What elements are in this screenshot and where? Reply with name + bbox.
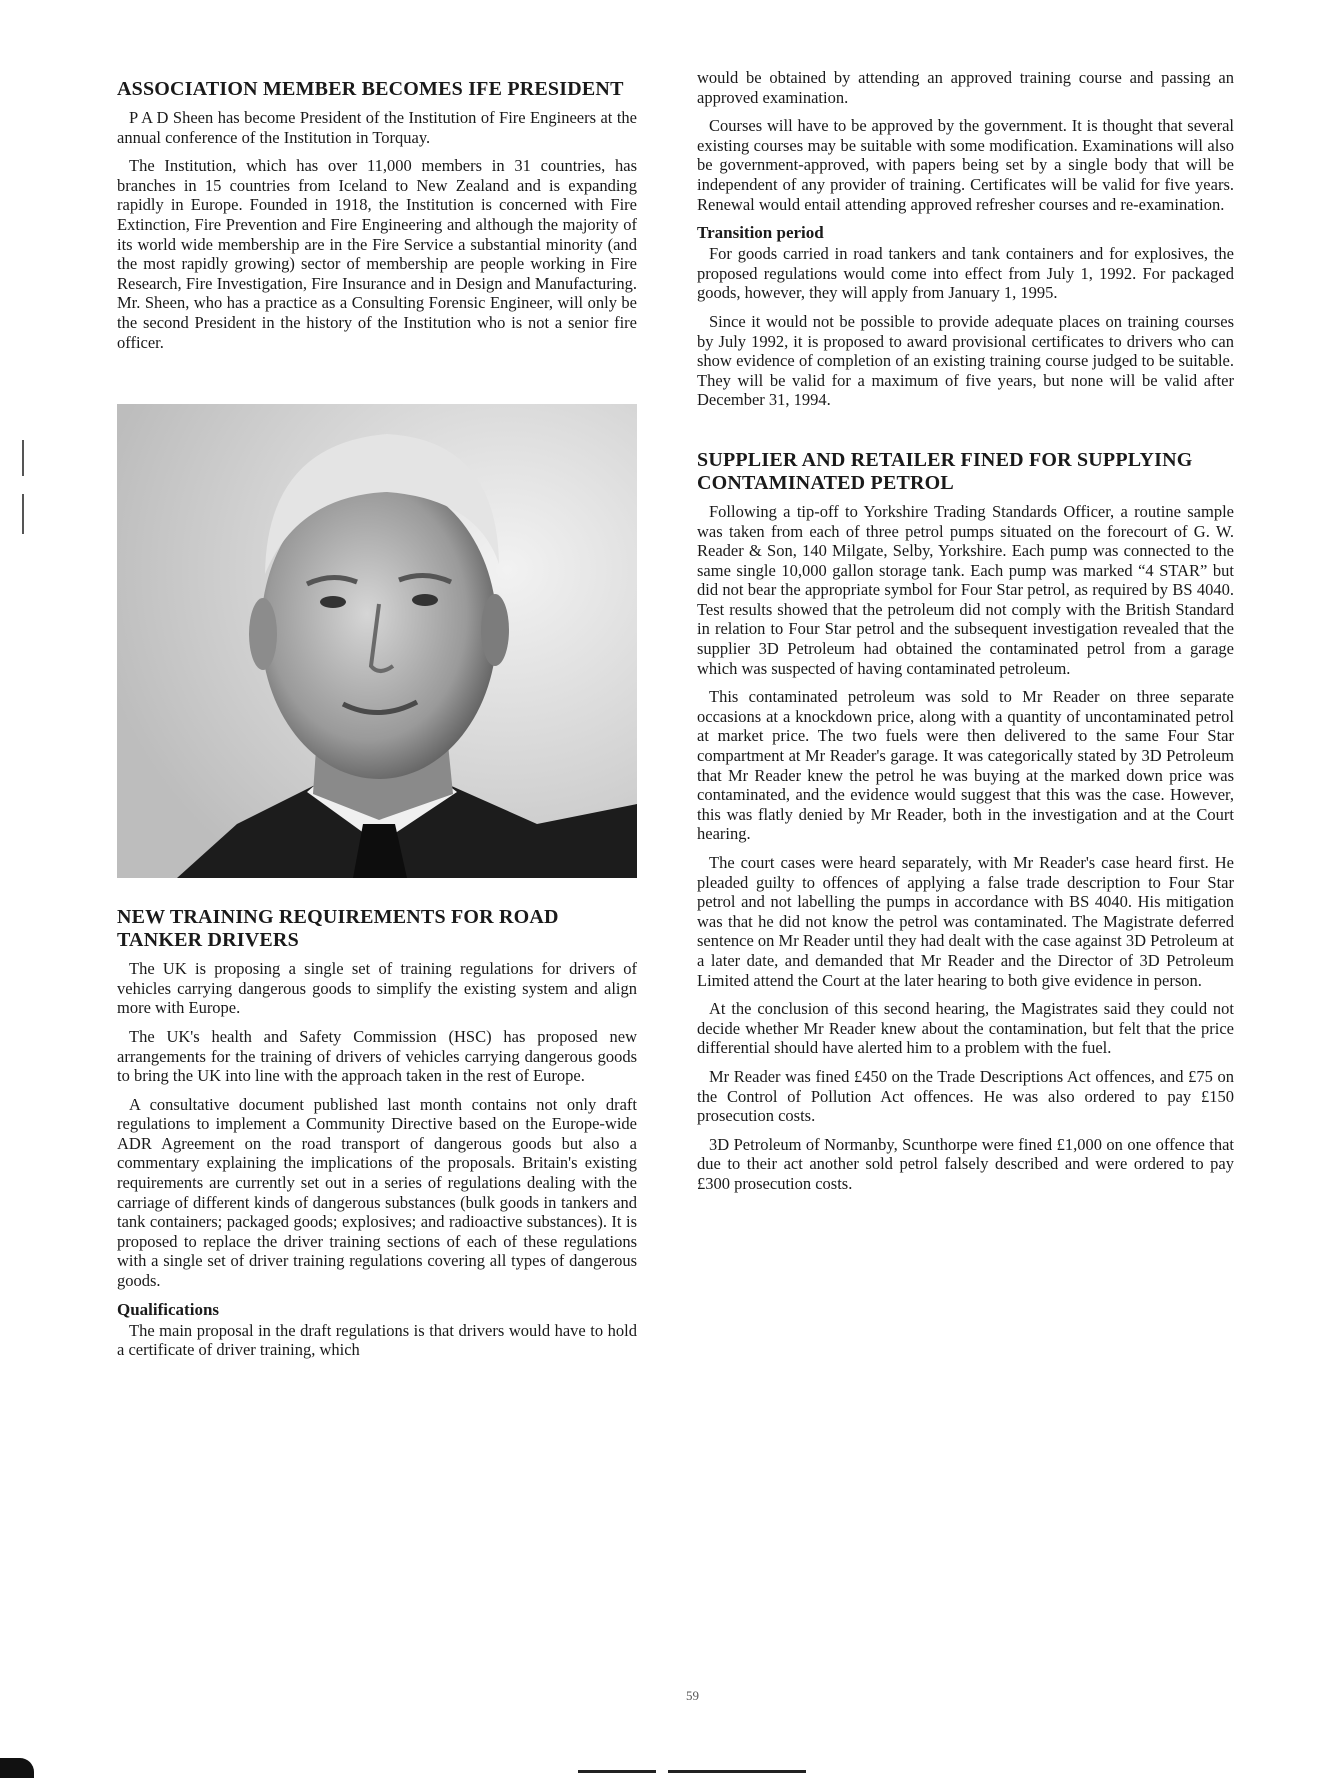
article-title: NEW TRAINING REQUIREMENTS FOR ROAD TANKER DRIVERS	[117, 906, 559, 952]
article-paragraph: 3D Petroleum of Normanby, Scunthorpe were fined £1,000 on one offence that due to their act another sold petrol falsely described and were ordered to pay £300 prosecution costs.	[697, 1134, 1234, 1193]
right-eye	[412, 594, 438, 606]
article-paragraph: Following a tip-off to Yorkshire Trading Standards Officer, a routine sample was taken from each of three petrol pumps situated on the forecourt of G. W. Reader & Son, 140 Milgate, Selby, Yorkshire. Each pump was connected to the same single 10,000 gallon storage tank. Each pump was marked “4 STAR” but did not bear the appropriate symbol for Four Star petrol, as required by BS 4040. Test results showed that the petroleum did not comply with the British Standard in relation to Four Star petrol and the subsequent investigation revealed that the supplier 3D Petroleum had obtained the contaminated petrol from a garage which was suspected of having contaminated petroleum.	[697, 501, 1234, 678]
bottom-rule-left	[578, 1770, 656, 1773]
article-title: ASSOCIATION MEMBER BECOMES IFE PRESIDENT	[117, 78, 624, 100]
bottom-rule-right	[668, 1770, 806, 1773]
right-column	[697, 68, 1234, 1203]
article-paragraph: P A D Sheen has become President of the Institution of Fire Engineers at the annual conference of the Institution in Torquay.	[117, 108, 637, 147]
left-ear	[249, 598, 277, 670]
right-ear	[481, 594, 509, 666]
article-ife-president	[117, 78, 637, 352]
article-paragraph: The main proposal in the draft regulations is that drivers would have to hold a certificate of driver training, which	[117, 1320, 637, 1360]
article-paragraph: Since it would not be possible to provide adequate places on training courses by July 1992, it is proposed to award provisional certificates to drivers who can show evidence of completion of an existing training course judged to be suitable. They will be valid for a maximum of five years, but none will be valid after December 31, 1994.	[697, 311, 1234, 410]
article-paragraph-continued: would be obtained by attending an approved training course and passing an approved examination.	[697, 68, 1234, 107]
article-training-continued	[697, 68, 1234, 410]
subheading-qualifications: Qualifications	[117, 1299, 220, 1319]
left-column	[117, 78, 637, 1369]
subheading-transition: Transition period	[697, 223, 824, 243]
article-paragraph: A consultative document published last month contains not only draft regulations to implement a Community Directive based on the Europe-wide ADR Agreement on the road transport of dangerous goods but also a commentary explaining the implications of the proposals. Britain's existing requirements are currently set out in a series of regulations dealing with the carriage of different kinds of dangerous substances (bulk goods in tankers and tank containers; packaged goods; explosives; and radioactive substances). It is proposed to replace the driver training sections of each of these regulations with a single set of driver training regulations covering all types of dangerous goods.	[117, 1094, 637, 1291]
article-paragraph: The UK is proposing a single set of training regulations for drivers of vehicles carrying dangerous goods to simplify the existing system and align more with Europe.	[117, 959, 637, 1018]
article-title: SUPPLIER AND RETAILER FINED FOR SUPPLYING CONTAMINATED PETROL	[697, 448, 1193, 494]
article-contaminated-petrol	[697, 449, 1234, 1194]
margin-mark-upper	[22, 440, 24, 476]
margin-mark-lower	[22, 494, 24, 534]
page-number: 59	[686, 1688, 699, 1703]
article-paragraph: The UK's health and Safety Commission (HSC) has proposed new arrangements for the training of drivers of vehicles carrying dangerous goods to bring the UK into line with the approach taken in the rest of Europe.	[117, 1026, 637, 1086]
article-paragraph: The court cases were heard separately, with Mr Reader's case heard first. He pleaded guilty to offences of applying a false trade description to Four Star petrol and not labelling the pumps in accordance with BS 4040. His mitigation was that he did not know the petrol was contaminated. The Magistrate deferred sentence on Mr Reader until they had dealt with the case against 3D Petroleum at a later date, and demanded that Mr Reader and the Director of 3D Petroleum Limited attend the Court at the later hearing to both give evidence in person.	[697, 853, 1234, 990]
portrait-illustration	[117, 404, 637, 878]
article-paragraph: For goods carried in road tankers and tank containers and for explosives, the proposed regulations would come into effect from July 1, 1992. For packaged goods, however, they will apply from January 1, 1995.	[697, 244, 1234, 303]
portrait-photo	[117, 404, 637, 878]
article-paragraph: Mr Reader was fined £450 on the Trade Descriptions Act offences, and £75 on the Control of Pollution Act offences. He was also ordered to pay £150 prosecution costs.	[697, 1066, 1234, 1126]
article-training-requirements	[117, 906, 637, 1360]
left-eye	[320, 596, 346, 608]
article-paragraph: At the conclusion of this second hearing, the Magistrates said they could not decide whether Mr Reader knew about the contamination, but felt that the price differential should have alerted him to a problem with the fuel.	[697, 999, 1234, 1058]
article-paragraph: The Institution, which has over 11,000 members in 31 countries, has branches in 15 countries from Iceland to New Zealand and is expanding rapidly in Europe. Founded in 1918, the Institution is concerned with Fire Extinction, Fire Prevention and Fire Engineering and although the majority of its world wide membership are in the Fire Service a substantial minority (and the most rapidly growing) sector of membership are people working in Fire Research, Fire Investigation, Fire Insurance and in Design and Manufacturing. Mr. Sheen, who has a practice as a Consulting Forensic Engineer, will only be the second President in the history of the Institution who is not a senior fire officer.	[117, 156, 637, 352]
article-paragraph: This contaminated petroleum was sold to Mr Reader on three separate occasions at a knockdown price, along with a quantity of uncontaminated petrol at market price. The two fuels were then delivered to the same Four Star compartment at Mr Reader's garage. It was categorically stated by 3D Petroleum that Mr Reader knew the petrol he was buying at the marked down price was contaminated, and the evidence would suggest that this was the case. However, this was flatly denied by Mr Reader, both in the investigation and at the Court hearing.	[697, 687, 1234, 844]
scan-corner-mark	[0, 1758, 34, 1778]
article-paragraph: Courses will have to be approved by the government. It is thought that several existing courses may be suitable with some modification. Examinations will also be government-approved, with papers being set by a single body that will be independent of any provider of training. Certificates will be valid for five years. Renewal would entail attending approved refresher courses and re-examination.	[697, 116, 1234, 214]
